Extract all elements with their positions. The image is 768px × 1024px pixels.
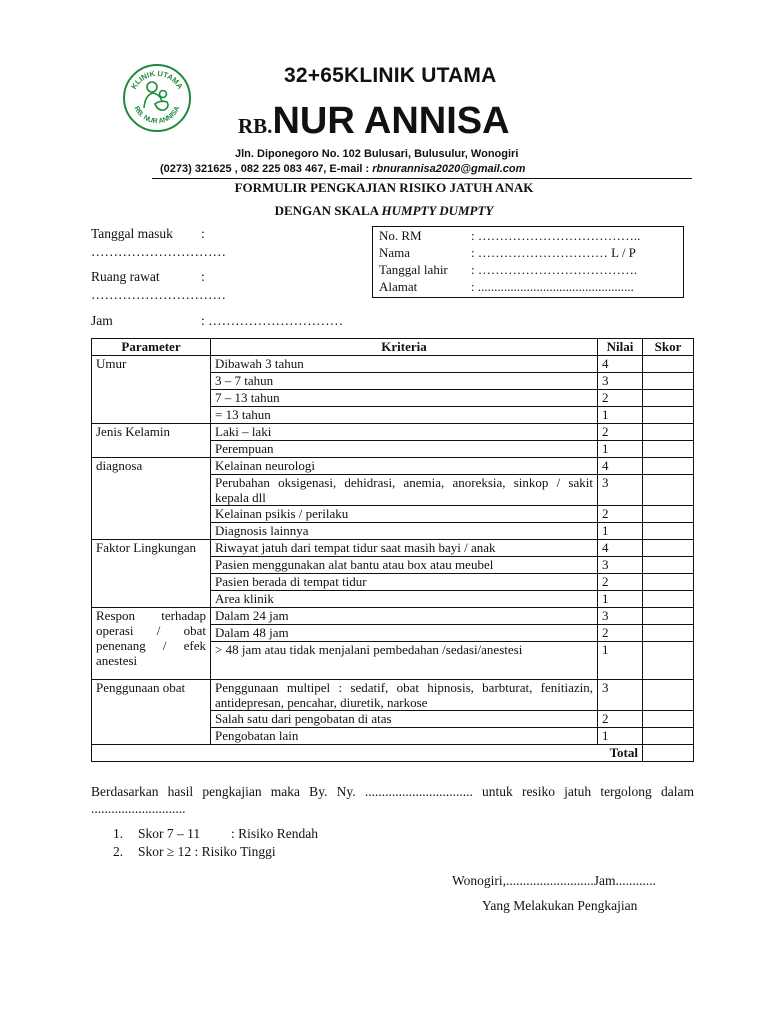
nilai-cell: 1 <box>598 591 643 608</box>
legend-item <box>113 826 318 842</box>
id-label: Alamat <box>379 279 418 294</box>
header-parameter: Parameter <box>92 339 211 356</box>
id-value: : ………………………………. <box>471 262 638 277</box>
kriteria-cell: Pasien menggunakan alat bantu atau box atau meubel <box>211 557 598 574</box>
header-nilai: Nilai <box>598 339 643 356</box>
header-skor: Skor <box>643 339 694 356</box>
nilai-cell: 3 <box>598 608 643 625</box>
nilai-cell: 1 <box>598 407 643 424</box>
id-label: Tanggal lahir <box>379 262 448 277</box>
skor-cell[interactable] <box>643 390 694 407</box>
mother-child-icon <box>144 82 168 110</box>
logo-top-text: KLINIK UTAMA <box>129 68 185 91</box>
parameter-cell: diagnosa <box>92 458 211 540</box>
header-divider <box>152 178 692 179</box>
form-subtitle-prefix: DENGAN SKALA <box>274 203 382 218</box>
kriteria-cell: Laki – laki <box>211 424 598 441</box>
skor-cell[interactable] <box>643 506 694 523</box>
skor-cell[interactable] <box>643 475 694 506</box>
nilai-cell: 2 <box>598 506 643 523</box>
kriteria-cell: Kelainan psikis / perilaku <box>211 506 598 523</box>
parameter-cell: Respon terhadap operasi / obat penenang / efek anestesi <box>92 608 211 680</box>
parameter-cell: Umur <box>92 356 211 424</box>
id-label: No. RM <box>379 228 422 243</box>
jam-label: Jam <box>91 313 113 328</box>
skor-cell[interactable] <box>643 642 694 680</box>
skor-cell[interactable] <box>643 424 694 441</box>
parameter-cell: Jenis Kelamin <box>92 424 211 458</box>
skor-cell[interactable] <box>643 711 694 728</box>
parameter-cell: Penggunaan obat <box>92 680 211 745</box>
total-skor-cell[interactable] <box>643 745 694 762</box>
nilai-cell: 4 <box>598 458 643 475</box>
skor-cell[interactable] <box>643 574 694 591</box>
legend-score: Skor ≥ 12 <box>138 844 192 859</box>
clinic-name-main: NUR ANNISA <box>272 100 510 142</box>
form-title: FORMULIR PENGKAJIAN RISIKO JATUH ANAK <box>234 180 534 195</box>
skor-cell[interactable] <box>643 523 694 540</box>
id-value: : ................................................ <box>471 279 634 294</box>
header-kriteria: Kriteria <box>211 339 598 356</box>
signature-by: Yang Melakukan Pengkajian <box>482 898 638 913</box>
id-value: : ……………………………….. <box>471 228 641 243</box>
kriteria-cell: Perubahan oksigenasi, dehidrasi, anemia, anoreksia, sinkop / sakit kepala dll <box>211 475 598 506</box>
legend-label: : Risiko Rendah <box>231 826 318 841</box>
kriteria-cell: Riwayat jatuh dari tempat tidur saat masih bayi / anak <box>211 540 598 557</box>
skor-cell[interactable] <box>643 373 694 390</box>
id-row-nama[interactable] <box>379 245 636 261</box>
kriteria-cell: Diagnosis lainnya <box>211 523 598 540</box>
kriteria-cell: Pengobatan lain <box>211 728 598 745</box>
id-row-tanggal-lahir[interactable] <box>379 262 637 278</box>
nilai-cell: 4 <box>598 356 643 373</box>
kriteria-cell: Salah satu dari pengobatan di atas <box>211 711 598 728</box>
skor-cell[interactable] <box>643 728 694 745</box>
logo-bottom-text: RB. NUR ANNISA <box>132 105 182 126</box>
nilai-cell: 3 <box>598 680 643 711</box>
kriteria-cell: Dalam 24 jam <box>211 608 598 625</box>
clinic-title: 32+65KLINIK UTAMA <box>284 64 497 87</box>
legend-label: : Risiko Tinggi <box>194 844 276 859</box>
nilai-cell: 4 <box>598 540 643 557</box>
tanggal-masuk-colon: : <box>201 226 205 241</box>
skor-cell[interactable] <box>643 458 694 475</box>
id-value: : ………………………… L / P <box>471 245 636 260</box>
tanggal-masuk-field[interactable]: ………………………… <box>91 244 226 259</box>
humpty-dumpty-table <box>91 338 694 762</box>
clinic-contact <box>160 163 525 175</box>
form-subtitle <box>0 203 768 219</box>
table-row <box>92 424 694 441</box>
legend-number: 1. <box>113 826 124 841</box>
legend-number: 2. <box>113 844 124 859</box>
nilai-cell: 2 <box>598 574 643 591</box>
kriteria-cell: 7 – 13 tahun <box>211 390 598 407</box>
ruang-rawat-colon: : <box>201 269 205 284</box>
tanggal-masuk-label: Tanggal masuk <box>91 226 173 241</box>
skor-cell[interactable] <box>643 591 694 608</box>
total-row <box>92 745 694 762</box>
skor-cell[interactable] <box>643 625 694 642</box>
nilai-cell: 2 <box>598 390 643 407</box>
nilai-cell: 2 <box>598 711 643 728</box>
skor-cell[interactable] <box>643 680 694 711</box>
skor-cell[interactable] <box>643 557 694 574</box>
nilai-cell: 2 <box>598 625 643 642</box>
jam-field[interactable]: : ………………………… <box>201 313 344 328</box>
nilai-cell: 3 <box>598 373 643 390</box>
nilai-cell: 3 <box>598 475 643 506</box>
nilai-cell: 2 <box>598 424 643 441</box>
patient-identity-box <box>372 226 684 298</box>
clinic-name-prefix: RB. <box>238 114 273 138</box>
skor-cell[interactable] <box>643 608 694 625</box>
total-label: Total <box>92 745 643 762</box>
kriteria-cell: > 48 jam atau tidak menjalani pembedahan /sedasi/anestesi <box>211 642 598 680</box>
kriteria-cell: Dalam 48 jam <box>211 625 598 642</box>
form-subtitle-italic: HUMPTY DUMPTY <box>381 203 494 218</box>
kriteria-cell: = 13 tahun <box>211 407 598 424</box>
clinic-email: rbnurannisa2020@gmail.com <box>372 163 526 175</box>
legend-item <box>113 844 276 860</box>
nilai-cell: 1 <box>598 642 643 680</box>
parameter-cell: Faktor Lingkungan <box>92 540 211 608</box>
table-row <box>92 608 694 625</box>
skor-cell[interactable] <box>643 356 694 373</box>
id-row-no-rm[interactable] <box>379 228 640 244</box>
kriteria-cell: Area klinik <box>211 591 598 608</box>
clinic-address: Jln. Diponegoro No. 102 Bulusari, Bulusulur, Wonogiri <box>235 148 519 160</box>
skor-cell[interactable] <box>643 441 694 458</box>
id-label: Nama <box>379 245 411 260</box>
table-row <box>92 458 694 475</box>
table-header-row <box>92 339 694 356</box>
table-row <box>92 680 694 711</box>
nilai-cell: 3 <box>598 557 643 574</box>
ruang-rawat-label: Ruang rawat <box>91 269 160 284</box>
clinic-logo <box>122 62 192 132</box>
kriteria-cell: Pasien berada di tempat tidur <box>211 574 598 591</box>
table-row <box>92 540 694 557</box>
id-row-alamat[interactable] <box>379 279 634 295</box>
kriteria-cell: Penggunaan multipel : sedatif, obat hipnosis, barbturat, fenitiazin, antidepresan, pencahar, diuretik, narkose <box>211 680 598 711</box>
nilai-cell: 1 <box>598 441 643 458</box>
clinic-phone: (0273) 321625 , 082 225 083 467, E-mail : <box>160 163 373 175</box>
skor-cell[interactable] <box>643 407 694 424</box>
kriteria-cell: 3 – 7 tahun <box>211 373 598 390</box>
legend-score: Skor 7 – 11 <box>138 826 201 841</box>
skor-cell[interactable] <box>643 540 694 557</box>
ruang-rawat-field[interactable]: ………………………… <box>91 287 226 302</box>
table-row <box>92 356 694 373</box>
kriteria-cell: Perempuan <box>211 441 598 458</box>
signature-place-time: Wonogiri,..........................Jam............ <box>452 873 657 888</box>
conclusion-text: Berdasarkan hasil pengkajian maka By. Ny. ................................ untuk resiko jatuh tergolong dalam ............................ <box>91 784 694 816</box>
kriteria-cell: Dibawah 3 tahun <box>211 356 598 373</box>
nilai-cell: 1 <box>598 523 643 540</box>
clinic-name <box>238 100 510 143</box>
nilai-cell: 1 <box>598 728 643 745</box>
kriteria-cell: Kelainan neurologi <box>211 458 598 475</box>
